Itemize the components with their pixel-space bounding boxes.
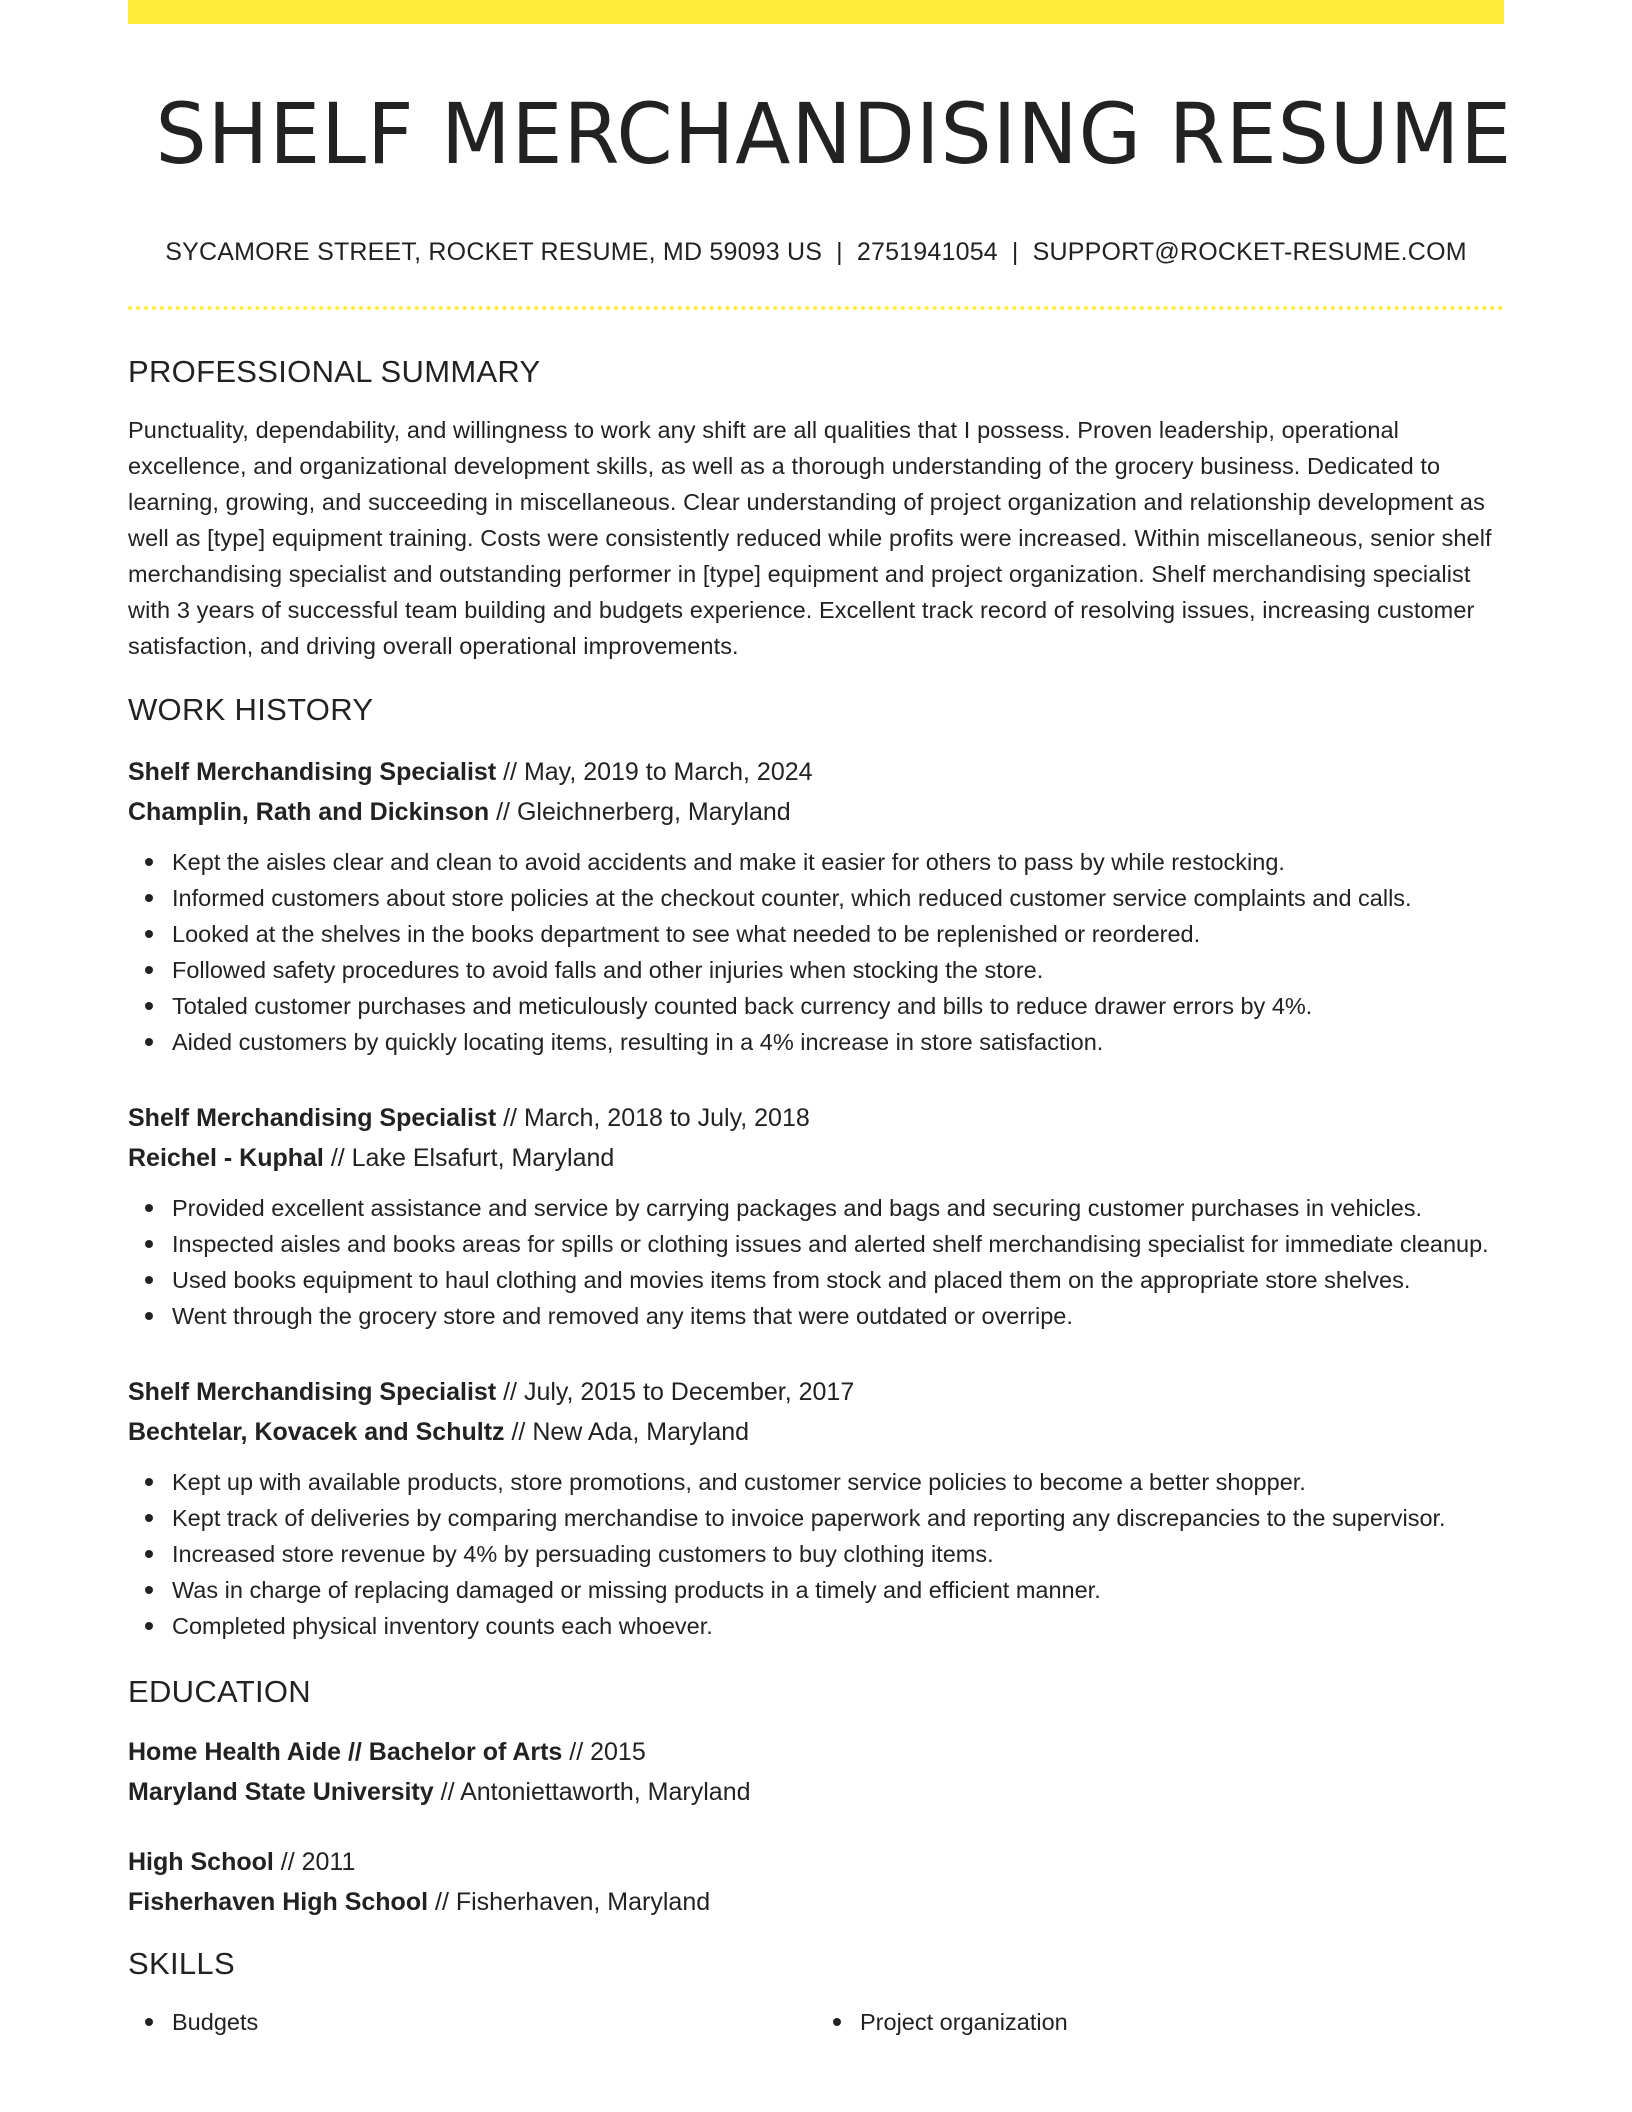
address: SYCAMORE STREET, ROCKET RESUME, MD 59093 US xyxy=(165,238,823,266)
summary-section xyxy=(128,352,1504,664)
job-title: Shelf Merchandising Specialist xyxy=(128,758,497,786)
job-bullets xyxy=(128,1190,1504,1334)
job-bullet: Followed safety procedures to avoid falls and other injuries when stocking the store. xyxy=(172,952,1504,988)
company-name: Reichel - Kuphal xyxy=(128,1144,324,1172)
skills-right-column xyxy=(816,2004,1504,2040)
degree: High School xyxy=(128,1848,274,1876)
job-bullets xyxy=(128,844,1504,1060)
job-entry xyxy=(128,752,1504,1060)
school-location: // Fisherhaven, Maryland xyxy=(428,1888,711,1916)
job-bullet: Looked at the shelves in the books department to see what needed to be replenished or reordered. xyxy=(172,916,1504,952)
job-bullet: Used books equipment to haul clothing and movies items from stock and placed them on the appropriate store shelves. xyxy=(172,1262,1504,1298)
job-bullet: Increased store revenue by 4% by persuading customers to buy clothing items. xyxy=(172,1536,1504,1572)
email: SUPPORT@ROCKET-RESUME.COM xyxy=(1032,238,1467,266)
skills-left-column xyxy=(128,2004,816,2040)
job-bullet: Kept up with available products, store promotions, and customer service policies to become a better shopper. xyxy=(172,1464,1504,1500)
job-location: // Lake Elsafurt, Maryland xyxy=(323,1144,615,1172)
skills-section xyxy=(128,1944,1504,2040)
job-bullet: Provided excellent assistance and service by carrying packages and bags and securing customer purchases in vehicles. xyxy=(172,1190,1504,1226)
job-location: // Gleichnerberg, Maryland xyxy=(489,798,791,826)
education-year: // 2015 xyxy=(562,1738,646,1766)
job-bullet: Totaled customer purchases and meticulously counted back currency and bills to reduce drawer errors by 4%. xyxy=(172,988,1504,1024)
job-title: Shelf Merchandising Specialist xyxy=(128,1378,497,1406)
skill-item: Project organization xyxy=(860,2004,1504,2040)
job-bullet: Completed physical inventory counts each whoever. xyxy=(172,1608,1504,1644)
job-bullet: Kept the aisles clear and clean to avoid accidents and make it easier for others to pass by while restocking. xyxy=(172,844,1504,880)
job-entry xyxy=(128,1372,1504,1644)
job-bullet: Aided customers by quickly locating items, resulting in a 4% increase in store satisfaction. xyxy=(172,1024,1504,1060)
job-bullet: Inspected aisles and books areas for spills or clothing issues and alerted shelf merchandising specialist for immediate cleanup. xyxy=(172,1226,1504,1262)
summary-text: Punctuality, dependability, and willingness to work any shift are all qualities that I possess. Proven leadership, operational excellence, and organizational development skills, as well as a thorough understanding of the grocery business. Dedicated to learning, growing, and succeeding in miscellaneous. Clear understanding of project organization and relationship development as well as [type] equipment training. Costs were consistently reduced while profits were increased. Within miscellaneous, senior shelf merchandising specialist and outstanding performer in [type] equipment and project organization. Shelf merchandising specialist with 3 years of successful team building and budgets experience. Excellent track record of resolving issues, increasing customer satisfaction, and driving overall operational improvements. xyxy=(128,417,1492,659)
job-dates: // May, 2019 to March, 2024 xyxy=(496,758,813,786)
skill-item: Budgets xyxy=(172,2004,816,2040)
school-name: Maryland State University xyxy=(128,1778,434,1806)
job-bullet: Was in charge of replacing damaged or missing products in a timely and efficient manner. xyxy=(172,1572,1504,1608)
section-heading: WORK HISTORY xyxy=(128,692,374,727)
education-entry xyxy=(128,1732,1504,1812)
degree: Home Health Aide // Bachelor of Arts xyxy=(128,1738,563,1766)
job-bullets xyxy=(128,1464,1504,1644)
section-heading: SKILLS xyxy=(128,1946,235,1981)
work-history-section xyxy=(128,690,1504,1644)
resume-page xyxy=(128,0,1513,2112)
job-entry xyxy=(128,1098,1504,1334)
company-name: Champlin, Rath and Dickinson xyxy=(128,798,490,826)
dotted-divider xyxy=(128,306,1504,310)
job-bullet: Informed customers about store policies at the checkout counter, which reduced customer service complaints and calls. xyxy=(172,880,1504,916)
phone: 2751941054 xyxy=(856,238,998,266)
job-location: // New Ada, Maryland xyxy=(504,1418,750,1446)
contact-separator: | xyxy=(1011,238,1019,266)
job-dates: // March, 2018 to July, 2018 xyxy=(496,1104,810,1132)
education-year: // 2011 xyxy=(273,1848,356,1876)
school-name: Fisherhaven High School xyxy=(128,1888,429,1916)
section-heading: PROFESSIONAL SUMMARY xyxy=(128,354,541,389)
company-name: Bechtelar, Kovacek and Schultz xyxy=(128,1418,505,1446)
job-bullet: Went through the grocery store and removed any items that were outdated or overripe. xyxy=(172,1298,1504,1334)
education-entry xyxy=(128,1842,1504,1922)
education-section xyxy=(128,1672,1504,1922)
school-location: // Antoniettaworth, Maryland xyxy=(433,1778,751,1806)
contact-line xyxy=(128,236,1504,268)
section-heading: EDUCATION xyxy=(128,1674,311,1709)
job-bullet: Kept track of deliveries by comparing merchandise to invoice paperwork and reporting any discrepancies to the supervisor. xyxy=(172,1500,1504,1536)
contact-separator: | xyxy=(836,238,843,266)
job-title: Shelf Merchandising Specialist xyxy=(128,1104,497,1132)
skills-columns xyxy=(128,2004,1504,2040)
job-dates: // July, 2015 to December, 2017 xyxy=(496,1378,855,1406)
resume-title: SHELF MERCHANDISING RESUME xyxy=(155,85,1513,183)
accent-bar xyxy=(128,0,1504,24)
